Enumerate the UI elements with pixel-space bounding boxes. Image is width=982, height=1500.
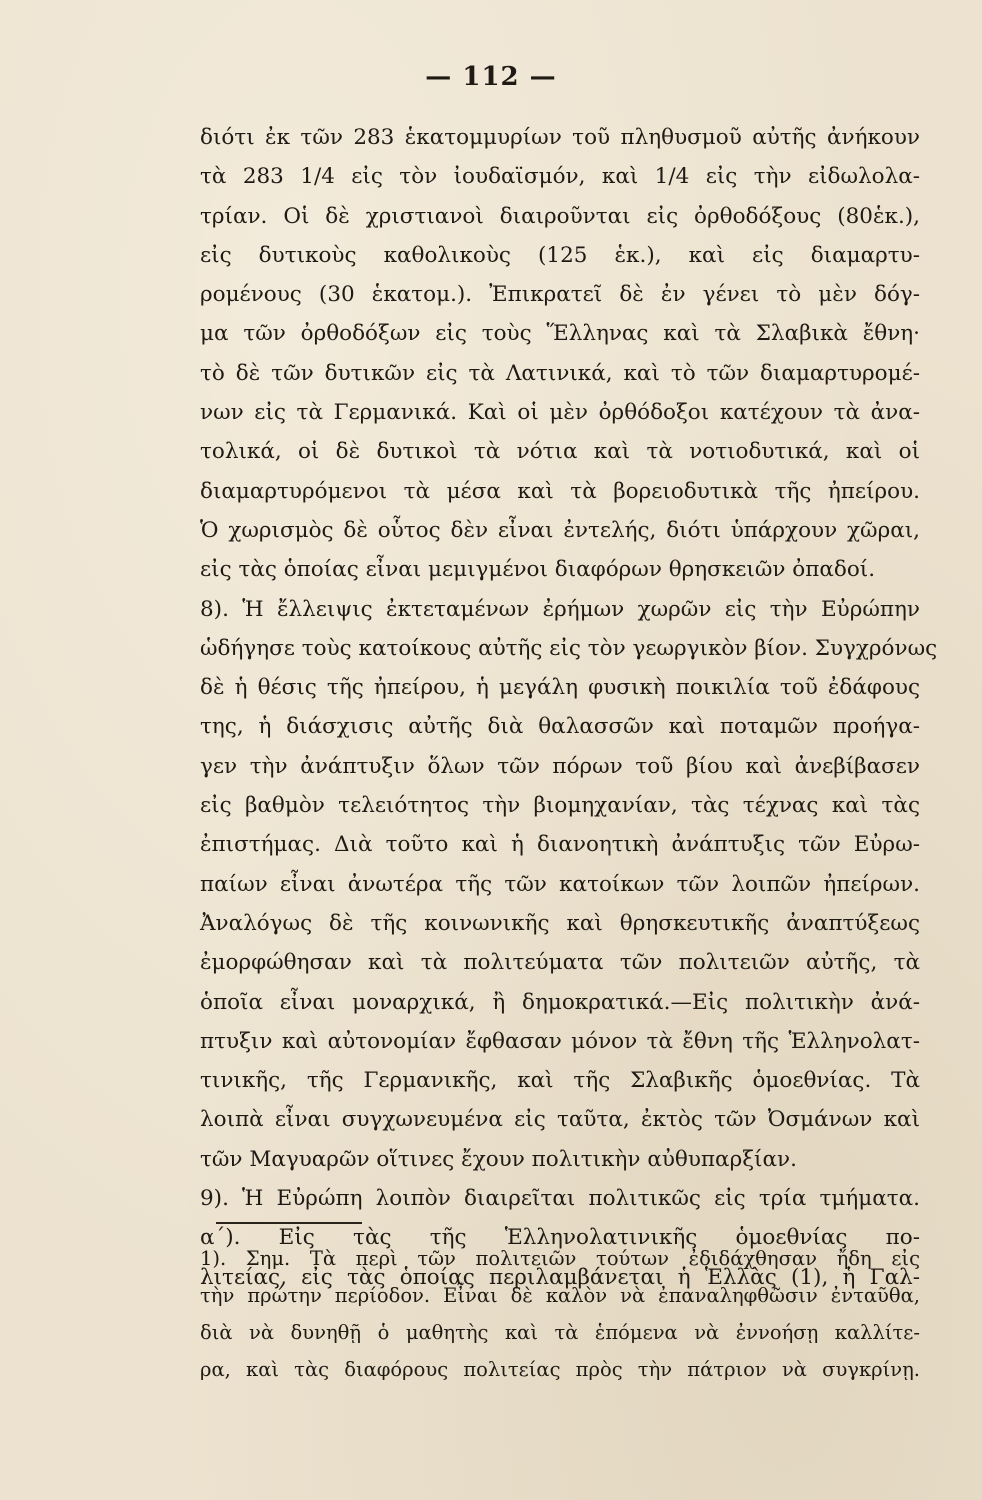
text-line: της, ἡ διάσχισις αὐτῆς διὰ θαλασσῶν καὶ ποταμῶν προήγα- [200,714,920,740]
footnote-line: ρα, καὶ τὰς διαφόρους πολιτείας πρὸς τὴν πάτριον νὰ συγκρίνῃ. [200,1358,920,1381]
text-line: γεν τὴν ἀνάπτυξιν ὅλων τῶν πόρων τοῦ βίου καὶ ἀνεβίβασεν [200,753,920,779]
text-line: εἰς τὰς ὁποίας εἶναι μεμιγμένοι διαφόρων θρησκειῶν ὀπαδοί. [200,557,876,583]
footnote-line: 1). Σημ. Τὰ περὶ τῶν πολιτειῶν τούτων ἐδιδάχθησαν ἤδη εἰς [200,1247,920,1270]
text-line: Ὁ χωρισμὸς δὲ οὗτος δὲν εἶναι ἐντελής, διότι ὑπάρχουν χῶραι, [200,517,920,543]
text-line: μα τῶν ὀρθοδόξων εἰς τοὺς Ἕλληνας καὶ τὰ Σλαβικὰ ἔθνη· [200,321,920,347]
text-line: τὰ 283 1/4 εἰς τὸν ἰουδαϊσμόν, καὶ 1/4 εἰς τὴν εἰδωλολα- [200,164,920,190]
footnote-line: τὴν πρώτην περίοδον. Εἶναι δὲ καλὸν νὰ ἐπαναληφθῶσιν ἐνταῦθα, [200,1284,920,1307]
text-line: νων εἰς τὰ Γερμανικά. Καὶ οἱ μὲν ὀρθόδοξοι κατέχουν τὰ ἀνα- [200,400,920,426]
page-number: — 112 — [425,62,557,92]
text-line: εἰς δυτικοὺς καθολικοὺς (125 ἑκ.), καὶ εἰς διαμαρτυ- [200,242,920,268]
text-line: τινικῆς, τῆς Γερμανικῆς, καὶ τῆς Σλαβικῆς ὁμοεθνίας. Τὰ [200,1068,920,1094]
footnote-block [200,1240,920,1388]
text-line: ὁποῖα εἶναι μοναρχικά, ἢ δημοκρατικά.—Εἰς πολιτικὴν ἀνά- [200,989,920,1015]
text-line: διαμαρτυρόμενοι τὰ μέσα καὶ τὰ βορειοδυτικὰ τῆς ἠπείρου. [200,478,920,504]
text-line: εἰς βαθμὸν τελειότητος τὴν βιομηχανίαν, τὰς τέχνας καὶ τὰς [200,793,920,819]
text-line: διότι ἐκ τῶν 283 ἑκατομμυρίων τοῦ πληθυσμοῦ αὐτῆς ἀνήκουν [200,125,920,150]
main-text-block [200,118,938,1297]
text-line: τολικά, οἱ δὲ δυτικοὶ τὰ νότια καὶ τὰ νοτιοδυτικά, καὶ οἱ [200,439,920,465]
text-line: τῶν Μαγυαρῶν οἵτινες ἔχουν πολιτικὴν αὐθυπαρξίαν. [200,1146,797,1172]
text-line: ἐμορφώθησαν καὶ τὰ πολιτεύματα τῶν πολιτειῶν αὐτῆς, τὰ [200,950,920,976]
text-line: λιτείας, εἰς τὰς ὁποίας περιλαμβάνεται ἡ Ἑλλὰς (1), ἡ Γαλ- [200,1264,920,1290]
text-line: παίων εἶναι ἀνωτέρα τῆς τῶν κατοίκων τῶν λοιπῶν ἠπείρων. [200,871,920,897]
footnote-divider [216,1222,362,1224]
text-line: ἐπιστήμας. Διὰ τοῦτο καὶ ἡ διανοητικὴ ἀνάπτυξις τῶν Εὐρω- [200,832,920,858]
text-line: ὡδήγησε τοὺς κατοίκους αὐτῆς εἰς τὸν γεωργικὸν βίον. Συγχρόνως [200,635,938,661]
text-line: τρίαν. Οἱ δὲ χριστιανοὶ διαιροῦνται εἰς ὀρθοδόξους (80ἑκ.), [200,203,920,229]
text-line: τὸ δὲ τῶν δυτικῶν εἰς τὰ Λατινικά, καὶ τὸ τῶν διαμαρτυρομέ- [200,360,920,386]
text-line: Ἀναλόγως δὲ τῆς κοινωνικῆς καὶ θρησκευτικῆς ἀναπτύξεως [200,910,920,936]
text-line: 8). Ἡ ἔλλειψις ἐκτεταμένων ἐρήμων χωρῶν εἰς τὴν Εὐρώπην [200,596,920,622]
text-line: λοιπὰ εἶναι συγχωνευμένα εἰς ταῦτα, ἐκτὸς τῶν Ὀσμάνων καὶ [200,1107,920,1133]
text-line: 9). Ἡ Εὐρώπη λοιπὸν διαιρεῖται πολιτικῶς εἰς τρία τμήματα. [200,1186,920,1212]
text-line: ρομένους (30 ἑκατομ.). Ἐπικρατεῖ δὲ ἐν γένει τὸ μὲν δόγ- [200,282,920,308]
footnote-line: διὰ νὰ δυνηθῇ ὁ μαθητὴς καὶ τὰ ἑπόμενα νὰ ἐννοήσῃ καλλίτε- [200,1321,920,1344]
text-line: α΄). Εἰς τὰς τῆς Ἑλληνολατινικῆς ὁμοεθνίας πο- [200,1225,920,1251]
text-line: δὲ ἡ θέσις τῆς ἠπείρου, ἡ μεγάλη φυσικὴ ποικιλία τοῦ ἐδάφους [200,675,920,701]
text-line: πτυξιν καὶ αὐτονομίαν ἔφθασαν μόνον τὰ ἔθνη τῆς Ἑλληνολατ- [200,1028,920,1054]
